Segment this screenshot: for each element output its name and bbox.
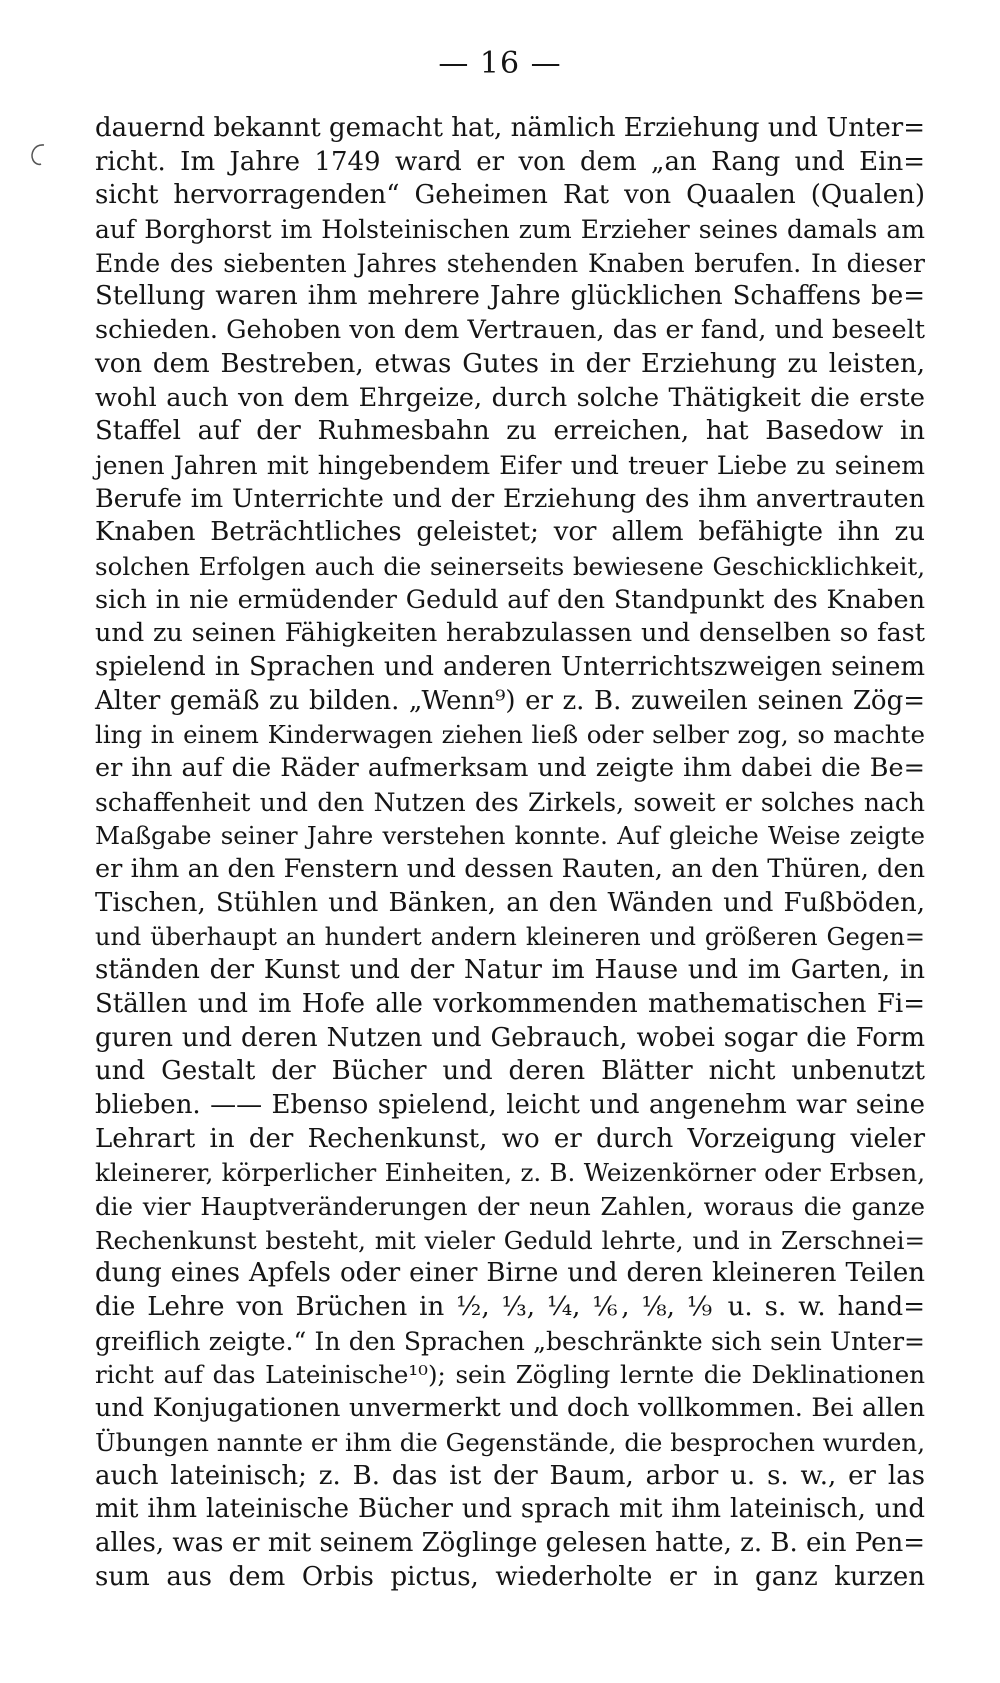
text-line: sicht hervorragenden“ Geheimen Rat von Quaalen (Qualen) <box>95 180 925 211</box>
text-line: ständen der Kunst und der Natur im Hause und im Garten, in <box>95 955 925 986</box>
text-line: auch lateinisch; z. B. das ist der Baum, arbor u. s. w., er las <box>95 1460 925 1491</box>
text-line: kleinerer, körperlicher Einheiten, z. B. Weizenkörner oder Erbsen, <box>95 1158 925 1188</box>
body-text <box>95 112 925 1594</box>
text-line: Alter gemäß zu bilden. „Wenn⁹) er z. B. zuweilen seinen Zög= <box>95 685 925 716</box>
text-line: Knaben Beträchtliches geleistet; vor allem befähigte ihn zu <box>95 517 925 548</box>
text-line: richt auf das Lateinische¹⁰); sein Zögling lernte die Deklinationen <box>95 1360 925 1390</box>
text-line: Übungen nannte er ihm die Gegenstände, die besprochen wurden, <box>95 1427 925 1457</box>
text-line: von dem Bestreben, etwas Gutes in der Erziehung zu leisten, <box>95 348 925 379</box>
text-line: Lehrart in der Rechenkunst, wo er durch Vorzeigung vieler <box>95 1123 925 1154</box>
text-line: mit ihm lateinische Bücher und sprach mit ihm lateinisch, und <box>95 1494 925 1525</box>
text-line: dauernd bekannt gemacht hat, nämlich Erziehung und Unter= <box>95 113 925 143</box>
text-line: wohl auch von dem Ehrgeize, durch solche Thätigkeit die erste <box>95 382 925 413</box>
text-line: ling in einem Kinderwagen ziehen ließ oder selber zog, so machte <box>95 720 925 750</box>
text-line: richt. Im Jahre 1749 ward er von dem „an Rang und Ein= <box>95 146 925 177</box>
margin-mark-icon <box>28 142 54 168</box>
text-line: schieden. Gehoben von dem Vertrauen, das er fand, und beseelt <box>95 315 925 346</box>
text-line: jenen Jahren mit hingebendem Eifer und treuer Liebe zu seinem <box>95 450 925 480</box>
text-line: Stellung waren ihm mehrere Jahre glücklichen Schaffens be= <box>95 281 925 312</box>
text-line: und überhaupt an hundert andern kleineren und größeren Gegen= <box>95 922 925 951</box>
text-line: alles, was er mit seinem Zöglinge gelesen hatte, z. B. ein Pen= <box>95 1527 925 1558</box>
text-line: er ihn auf die Räder aufmerksam und zeigte ihm dabei die Be= <box>95 753 925 784</box>
text-line: die vier Hauptveränderungen der neun Zahlen, woraus die ganze <box>95 1192 925 1221</box>
page-number: — 16 — <box>438 46 562 81</box>
text-line: sum aus dem Orbis pictus, wiederholte er in ganz kurzen <box>95 1561 925 1592</box>
text-line: Rechenkunst besteht, mit vieler Geduld lehrte, und in Zerschnei= <box>95 1225 925 1255</box>
text-line: Berufe im Unterrichte und der Erziehung des ihm anvertrauten <box>95 483 925 514</box>
text-line: schaffenheit und den Nutzen des Zirkels, soweit er solches nach <box>95 787 925 817</box>
text-line: und Gestalt der Bücher und deren Blätter nicht unbenutzt <box>95 1056 925 1087</box>
text-line: solchen Erfolgen auch die seinerseits bewiesene Geschicklichkeit, <box>95 551 925 581</box>
text-line: er ihm an den Fenstern und dessen Rauten, an den Thüren, den <box>95 854 925 885</box>
text-line: blieben. —— Ebenso spielend, leicht und angenehm war seine <box>95 1089 925 1120</box>
text-line: greiflich zeigte.“ In den Sprachen „beschränkte sich sein Unter= <box>95 1326 925 1356</box>
text-line: Maßgabe seiner Jahre verstehen konnte. Auf gleiche Weise zeigte <box>95 821 925 851</box>
text-line: auf Borghorst im Holsteinischen zum Erzieher seines damals am <box>95 215 925 245</box>
text-line: Tischen, Stühlen und Bänken, an den Wänden und Fußböden, <box>95 887 925 918</box>
text-line: dung eines Apfels oder einer Birne und deren kleineren Teilen <box>95 1258 925 1289</box>
text-line: Staffel auf der Ruhmesbahn zu erreichen, hat Basedow in <box>95 416 925 447</box>
text-line: sich in nie ermüdender Geduld auf den Standpunkt des Knaben <box>95 584 925 615</box>
text-line: Ende des siebenten Jahres stehenden Knaben berufen. In dieser <box>95 248 925 278</box>
text-line: und zu seinen Fähigkeiten herabzulassen und denselben so fast <box>95 618 925 649</box>
text-line: guren und deren Nutzen und Gebrauch, wobei sogar die Form <box>95 1022 925 1053</box>
text-line: Ställen und im Hofe alle vorkommenden mathematischen Fi= <box>95 988 925 1019</box>
text-line: spielend in Sprachen und anderen Unterrichtszweigen seinem <box>95 652 925 682</box>
text-line: die Lehre von Brüchen in ½, ⅓, ¼, ⅙, ⅛, ⅑ u. s. w. hand= <box>95 1292 925 1323</box>
text-line: und Konjugationen unvermerkt und doch vollkommen. Bei allen <box>95 1393 925 1424</box>
